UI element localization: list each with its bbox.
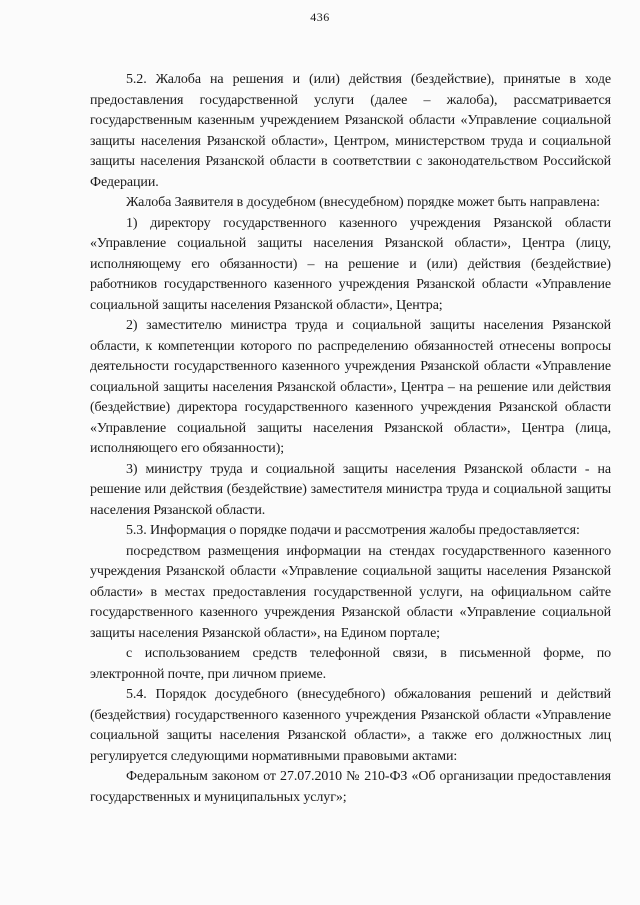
page-number: 436 bbox=[310, 10, 330, 24]
paragraph: с использованием средств телефонной связи, в письменной форме, по электронной почте, при личном приеме. bbox=[90, 646, 611, 682]
document-body bbox=[90, 70, 611, 808]
paragraph: Жалоба Заявителя в досудебном (внесудебном) порядке может быть направлена: bbox=[126, 195, 600, 210]
paragraph: посредством размещения информации на стендах государственного казенного учреждения Рязанской области «Управление социальной защиты населения Рязанской области» в местах предоставления государственной услуги, на официальном сайте государственного казенного учреждения Рязанской области «Управление социальной защиты населения Рязанской области», на Едином портале; bbox=[90, 543, 611, 641]
paragraph: 5.2. Жалоба на решения и (или) действия (бездействие), принятые в ходе предоставления государственной услуги (далее – жалоба), рассматривается государственным казенным учреждением Рязанской области «Управление социальной защиты населения Рязанской области», Центром, министерством труда и социальной защиты населения Рязанской области в соответствии с законодательством Российской Федерации. bbox=[90, 72, 611, 190]
paragraph: 2) заместителю министра труда и социальной защиты населения Рязанской области, к компетенции которого по распределению обязанностей отнесены вопросы деятельности государственного казенного учреждения Рязанской области «Управление социальной защиты населения Рязанской области», Центра – на решение или действия (бездействие) директора государственного казенного учреждения Рязанской области «Управление социальной защиты населения Рязанской области», Центра (лица, исполняющего его обязанности); bbox=[90, 318, 611, 456]
paragraph: 5.4. Порядок досудебного (внесудебного) обжалования решений и действий (бездействия) государственного казенного учреждения Рязанской области «Управление социальной защиты населения Рязанской области», а также его должностных лиц регулируется следующими нормативными правовыми актами: bbox=[90, 687, 611, 764]
paragraph: 3) министру труда и социальной защиты населения Рязанской области - на решение или действия (бездействие) заместителя министра труда и социальной защиты населения Рязанской области. bbox=[90, 461, 611, 518]
paragraph: 5.3. Информация о порядке подачи и рассмотрения жалобы предоставляется: bbox=[126, 523, 580, 538]
paragraph: 1) директору государственного казенного учреждения Рязанской области «Управление социальной защиты населения Рязанской области», Центра (лицу, исполняющему его обязанности) – на решение и (или) действия (бездействие) работников государственного казенного учреждения Рязанской области «Управление социальной защиты населения Рязанской области», Центра; bbox=[90, 215, 611, 313]
paragraph: Федеральным законом от 27.07.2010 № 210-ФЗ «Об организации предоставления государственных и муниципальных услуг»; bbox=[90, 769, 611, 805]
